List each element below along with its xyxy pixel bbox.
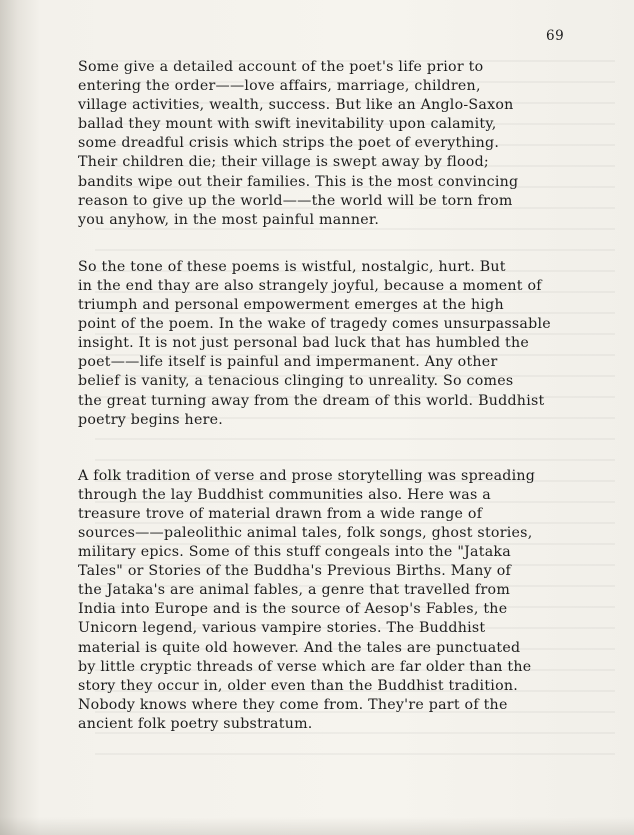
text-line: Some give a detailed account of the poet's life prior to <box>78 59 484 75</box>
text-line: triumph and personal empowerment emerges at the high <box>78 297 504 314</box>
text-line: in the end thay are also strangely joyful, because a moment of <box>78 277 542 294</box>
text-line: So the tone of these poems is wistful, nostalgic, hurt. But <box>78 258 506 275</box>
text-line: A folk tradition of verse and prose storytelling was spreading <box>78 467 536 484</box>
text-line: poet——life itself is painful and impermanent. Any other <box>78 354 498 371</box>
text-line: Unicorn legend, various vampire stories. The Buddhist <box>78 620 486 637</box>
text-line: insight. It is not just personal bad luck that has humbled the <box>78 335 530 352</box>
page-number: 69 <box>546 28 565 44</box>
text-line: treasure trove of material drawn from a wide range of <box>78 505 483 522</box>
text-line: point of the poem. In the wake of tragedy comes unsurpassable <box>78 316 551 333</box>
paragraph-3 <box>78 467 618 734</box>
text-line: sources——paleolithic animal tales, folk songs, ghost stories, <box>78 524 533 541</box>
body-text <box>78 58 618 734</box>
text-line: Nobody knows where they come from. They're part of the <box>78 696 508 713</box>
text-line: the Jataka's are animal fables, a genre that travelled from <box>78 582 511 599</box>
text-line: poetry begins here. <box>78 411 224 428</box>
text-line: Their children die; their village is swept away by flood; <box>78 154 489 171</box>
paragraph-1 <box>78 58 618 230</box>
text-line: ancient folk poetry substratum. <box>78 715 313 732</box>
text-line: ballad they mount with swift inevitability upon calamity, <box>78 116 497 133</box>
text-line: village activities, wealth, success. But like an Anglo-Saxon <box>78 97 514 114</box>
text-line: bandits wipe out their families. This is the most convincing <box>78 173 519 190</box>
text-line: Tales" or Stories of the Buddha's Previous Births. Many of <box>78 563 512 580</box>
text-line: India into Europe and is the source of Aesop's Fables, the <box>78 601 508 618</box>
text-line: through the lay Buddhist communities also. Here was a <box>78 486 491 503</box>
page-edge-shadow <box>0 817 634 835</box>
text-line: story they occur in, older even than the Buddhist tradition. <box>78 677 519 694</box>
text-line: reason to give up the world——the world will be torn from <box>78 192 513 209</box>
text-line: material is quite old however. And the tales are punctuated <box>78 639 521 656</box>
text-line: the great turning away from the dream of this world. Buddhist <box>78 392 545 409</box>
text-line: you anyhow, in the most painful manner. <box>78 211 380 228</box>
text-line: some dreadful crisis which strips the poet of everything. <box>78 135 500 152</box>
text-line: by little cryptic threads of verse which are far older than the <box>78 658 532 675</box>
text-line: entering the order——love affairs, marriage, children, <box>78 78 481 95</box>
paragraph-2 <box>78 258 618 430</box>
text-line: military epics. Some of this stuff congeals into the "Jataka <box>78 544 511 561</box>
text-line: belief is vanity, a tenacious clinging to unreality. So comes <box>78 373 514 390</box>
